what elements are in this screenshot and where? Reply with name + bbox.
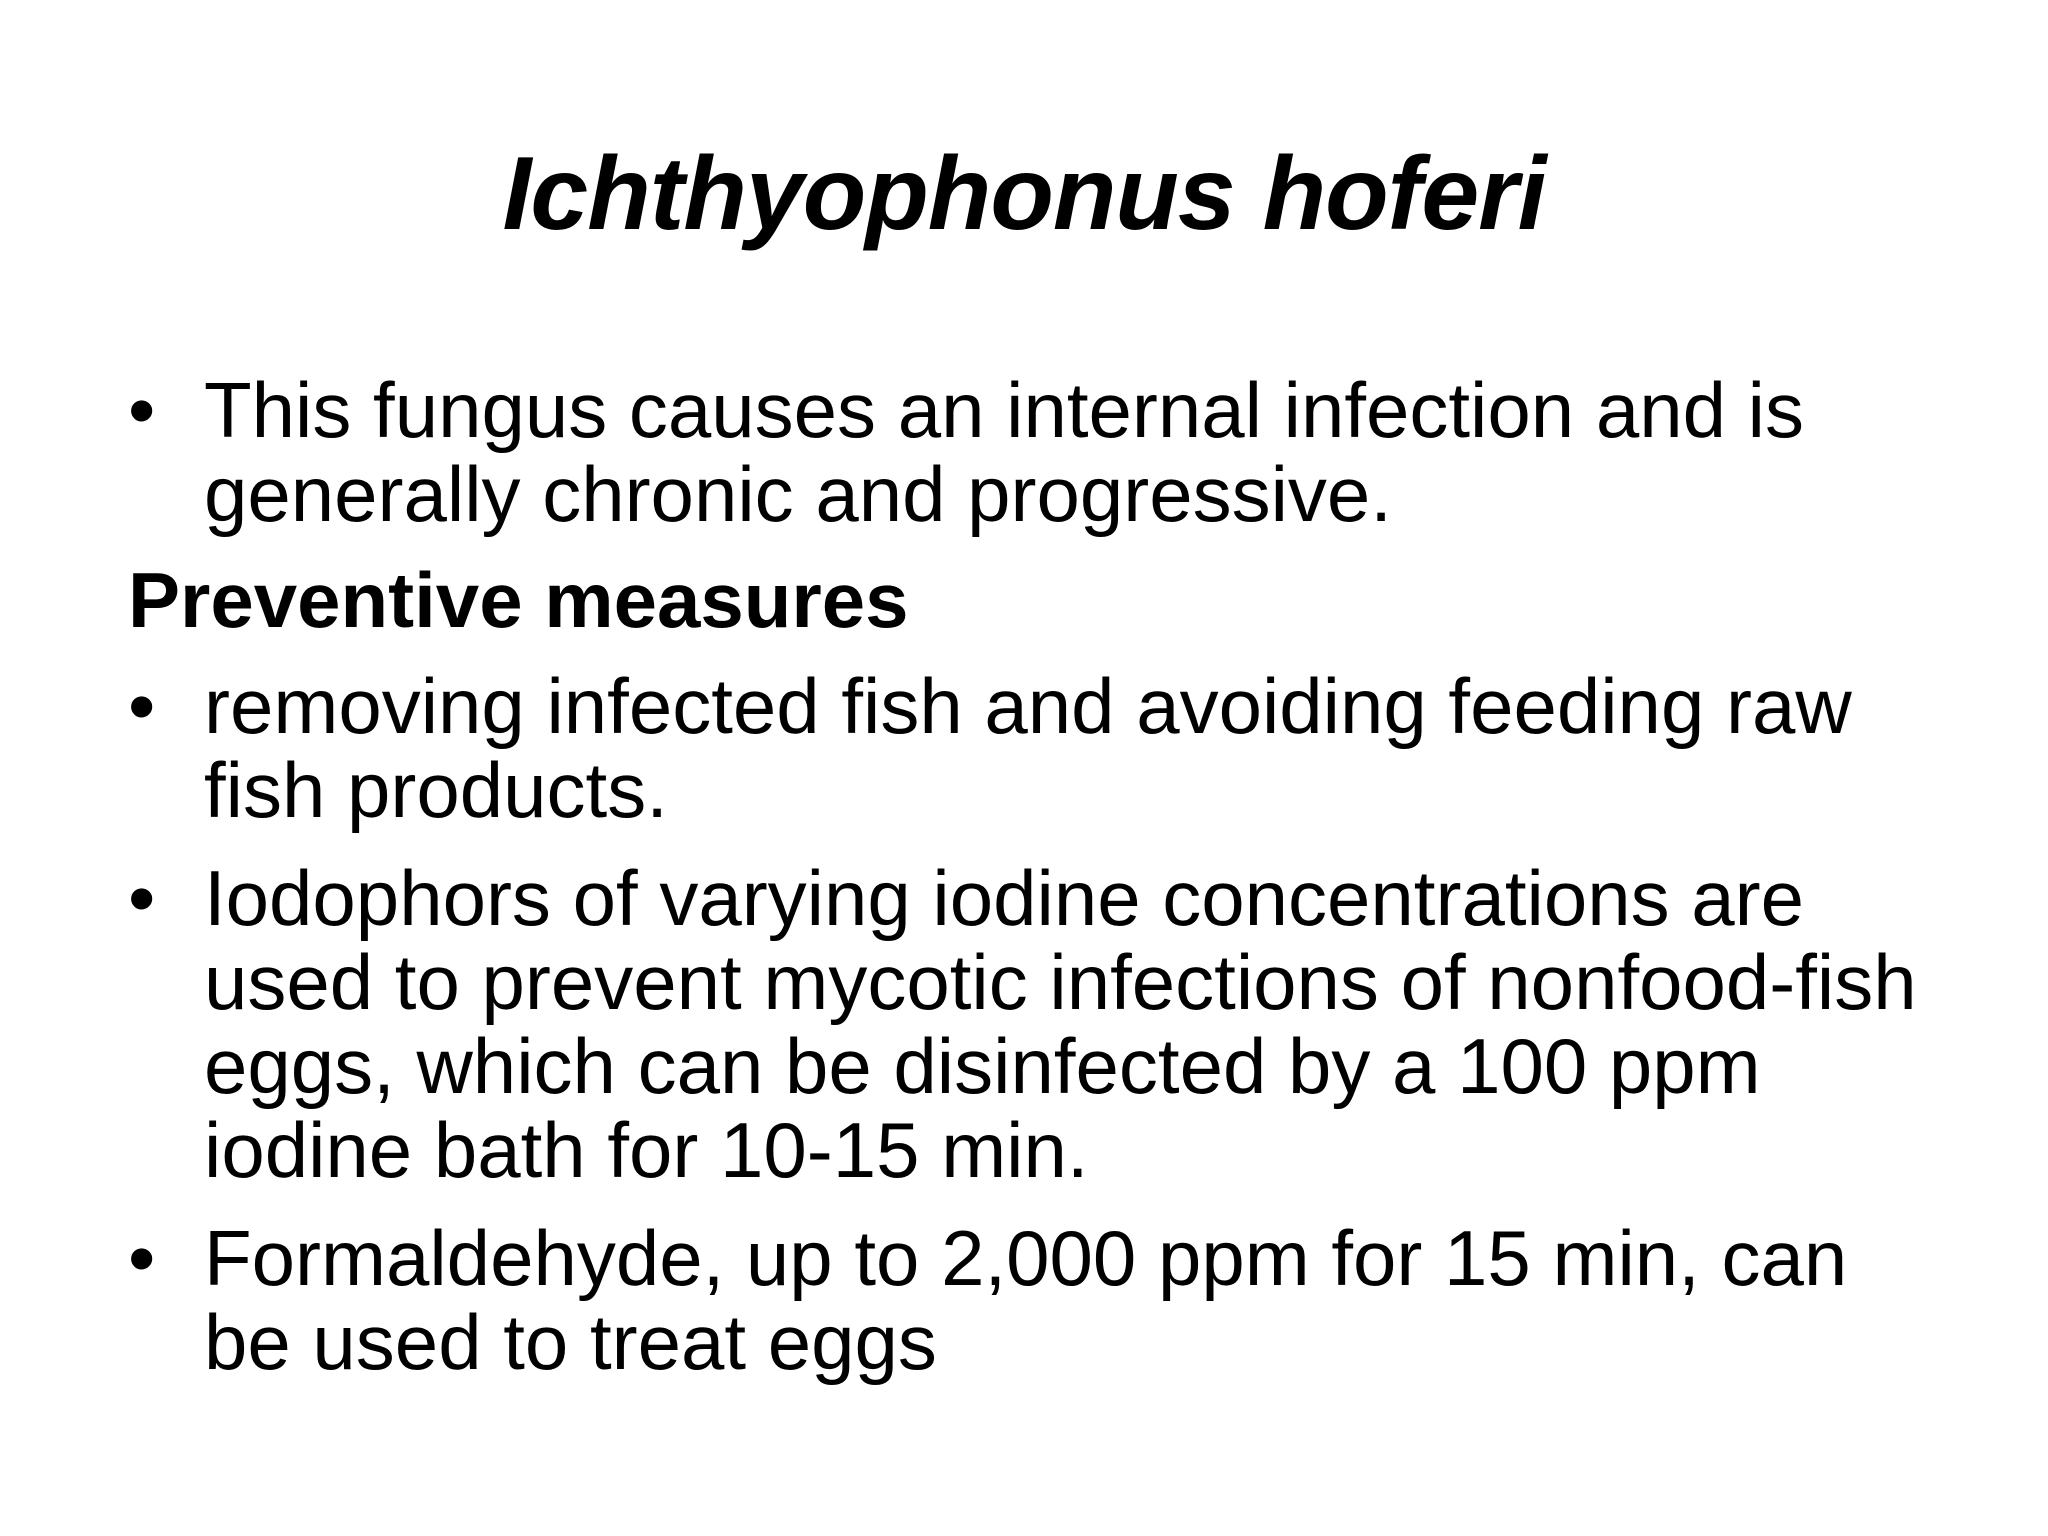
bullet-text: Iodophors of varying iodine concentrations are used to prevent mycotic infections of nonfood-fish eggs, which can be disinfected by a 100 ppm iodine bath for 10-15 min. [204,854,1917,1194]
bullet-item [128,856,1948,1192]
bullet-item [128,368,1948,536]
bullet-glyph: • [128,662,156,750]
bullet-glyph: • [128,1214,156,1302]
bullet-text: Formaldehyde, up to 2,000 ppm for 15 min, can be used to treat eggs [204,1214,1848,1386]
bullet-glyph: • [128,854,156,942]
bullet-item [128,664,1948,832]
bullet-glyph: • [128,366,156,454]
bullet-text: removing infected fish and avoiding feeding raw fish products. [204,662,1852,834]
slide-body [128,368,1948,1408]
bullet-text: This fungus causes an internal infection and is generally chronic and progressive. [204,366,1804,538]
bullet-item [128,1216,1948,1384]
slide-title: Ichthyophonus hoferi [502,136,1546,252]
section-heading: Preventive measures [128,556,909,644]
